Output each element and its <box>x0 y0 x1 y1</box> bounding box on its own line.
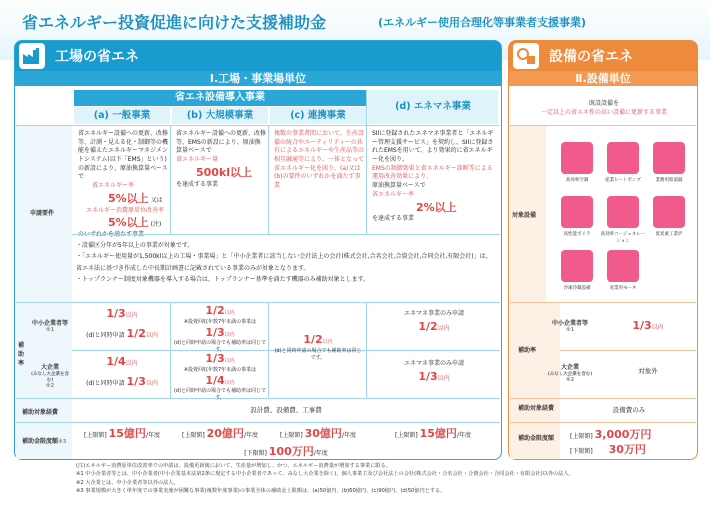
limit-a <box>74 426 170 442</box>
limit-c <box>270 426 366 442</box>
col-b-desc-2: 省エネルギー量 <box>176 156 219 164</box>
group-title: 省エネ設備導入事業 <box>175 92 265 103</box>
right-large-rate: 対象外 <box>638 367 658 375</box>
right-desc <box>512 100 696 117</box>
limit-b <box>172 426 268 442</box>
right-subsidy-label: 補助率 <box>518 347 537 354</box>
large-label-cell <box>30 362 70 389</box>
limit-d-tag: [上限額] <box>395 432 418 439</box>
limit-c-tag: [上限額] <box>280 432 303 439</box>
right-lower-val: 30万円 <box>608 443 646 456</box>
rate-a-sme-1u: 以内 <box>125 312 138 319</box>
sme-note: ※1 <box>45 327 55 333</box>
col-sep-5 <box>268 302 269 398</box>
col-a-desc-2: 省エネルギー率 <box>92 182 135 190</box>
note-3: ・トップランナー制度対象機器を導入する場合は、トップランナー基準を満たす機器のみ補助対象とします。 <box>76 276 370 284</box>
large-note: (みなし大企業を含む) <box>30 372 70 383</box>
rate-a-large-3: 1/3 <box>126 374 146 388</box>
equipment-label-2: 業務用給湯器 <box>655 178 683 183</box>
equipment-item <box>554 250 600 293</box>
col-d-header <box>368 90 498 124</box>
row-sep-3 <box>16 302 500 303</box>
right-sme-rate-unit: 以内 <box>651 324 664 331</box>
right-section-header <box>509 41 697 71</box>
equipment-item <box>600 250 646 293</box>
note-2: ・「エネルギー使用量が1,500kl以上の工場・事業場」と「中小企業者に該当しない会社法上の会社(株式会社,合名会社,合資会社,合同会社,有限会社)」は、省エネ法に基づき作成した中長期計画書に記載されている事業のみが対象となります。 <box>76 253 492 272</box>
col-a-desc-3: 5%以上 <box>108 191 149 205</box>
right-large-note2: ※2 <box>565 377 575 383</box>
col-b-desc-3: 500kl以上 <box>196 165 253 179</box>
right-limit-upper <box>570 427 696 443</box>
rate-d-sme-2: 1/2 <box>418 319 438 333</box>
col-d-desc-6: を達成する事業 <box>372 215 415 223</box>
limit-d <box>368 426 498 442</box>
boiler-icon <box>561 196 593 228</box>
col-sep-2 <box>268 125 269 235</box>
right-desc-1: 既設設備を <box>588 100 619 107</box>
rate-b-large-1u: 以内 <box>224 358 235 364</box>
col-c-label: (c) 連携事業 <box>290 110 346 121</box>
right-desc-2: 一定以上の省エネ性の高い設備に更新する事業 <box>540 108 667 116</box>
limit-a-val: 15億円 <box>108 427 146 440</box>
limit-b-tag: [上限額] <box>182 432 205 439</box>
col-b-desc <box>176 130 266 189</box>
row-sep-5 <box>16 422 500 423</box>
limit-note: ※3 <box>58 439 67 445</box>
rate-d-sme <box>370 310 498 335</box>
left-section-header <box>15 41 501 71</box>
left-section-title: 工場の省エネ <box>55 49 139 65</box>
rate-a-sme-1: 1/3 <box>106 307 126 320</box>
col-d-desc-5: 2%以上 <box>416 200 457 214</box>
limit-d-unit: /年度 <box>456 432 471 439</box>
rate-b-sme-3: 1/3 <box>205 325 225 339</box>
right-sme-cell <box>546 318 594 333</box>
group-header <box>74 90 366 106</box>
rate-a-sme-3: 1/2 <box>126 326 146 340</box>
expense-label: 補助対象経費 <box>22 409 59 416</box>
lower-tag: [下限額] <box>244 450 267 457</box>
footnote-2: ※1 中小企業者等とは、中小企業者(中小企業基本法第2条に規定する中小企業者であって、みなし大企業を除く)、個人事業主及び会社法上の会社(株式会社・合名会社・合資会社・合同会社・有限会社)以外の法人。 <box>76 471 574 478</box>
right-upper-val: 3,000万円 <box>594 428 652 441</box>
col-d-desc-3: 原油換算量ベースで <box>372 182 426 190</box>
col-a-desc-8 <box>78 231 168 240</box>
equipment-label-4: 高効率コージェネレーション <box>600 232 646 244</box>
rate-b-large-3u: 以内 <box>224 379 235 386</box>
rate-a-sme-2: (d)と同時申請 <box>86 331 125 339</box>
col-sep-6 <box>366 302 367 398</box>
lower-val: 100万円 <box>268 445 314 458</box>
equipment-item <box>600 142 646 185</box>
right-expense-label: 補助対象経費 <box>517 405 554 412</box>
rate-c-1u: 以内 <box>322 339 333 345</box>
col-b-label: (b) 大規模事業 <box>186 110 254 121</box>
right-sme-rate-value: 1/3 <box>632 319 652 332</box>
right-large-cell <box>546 362 594 383</box>
rate-d-large-2: 1/3 <box>418 369 438 383</box>
equipment-item <box>646 196 692 239</box>
col-sep-1 <box>170 125 171 235</box>
col-c-desc-2: 省エネルギー化を図り、(a)又は(b)の要件のいずれかを満たす事業 <box>274 164 361 190</box>
right-expense-value: 設備費のみ <box>612 406 646 414</box>
col-sep-3 <box>366 90 367 235</box>
limit-a-unit: /年度 <box>145 432 160 439</box>
water-heater-icon <box>653 142 685 174</box>
equipment-item <box>600 196 646 245</box>
rate-a-large-3u: 以内 <box>145 379 158 387</box>
col-c-desc <box>274 130 364 191</box>
air-conditioner-icon <box>561 142 593 174</box>
rate-b-sme-1u: 以内 <box>224 310 235 316</box>
rate-b-large-2: ※投資回収年数7年未満の事業は <box>183 366 257 373</box>
equipment-label-6: 冷凍冷蔵設備 <box>563 286 591 291</box>
right-band-title: Ⅱ.設備単位 <box>575 72 631 85</box>
rate-b-sme-1: 1/2 <box>205 304 225 317</box>
page-subtitle: (エネルギー使用合理化等事業者支援事業) <box>378 16 587 29</box>
right-limit-label: 補助金限度額 <box>517 435 554 442</box>
rate-d-large-2u: 以内 <box>437 374 450 382</box>
equipment-label-3: 高性能ボイラ <box>563 232 591 237</box>
limit-b-val: 20億円 <box>206 427 244 440</box>
col-sep-4 <box>170 302 171 398</box>
motor-icon <box>607 250 639 282</box>
left-band <box>15 71 501 86</box>
right-section-title: 設備の省エネ <box>549 49 633 65</box>
right-band <box>509 71 697 86</box>
requirement-notes <box>76 240 496 286</box>
right-large-label: 大企業 <box>560 364 579 371</box>
sme-label-cell <box>30 318 70 333</box>
equipment-label-1: 産業ヒートポンプ <box>605 178 641 183</box>
col-a-label: (a) 一般事業 <box>93 110 151 121</box>
equipment-label-5: 低炭素工業炉 <box>655 232 683 237</box>
row-sep-2 <box>72 234 500 235</box>
rate-b-sme-3u: 以内 <box>224 331 235 338</box>
furnace-icon <box>653 196 685 228</box>
page-title: 省エネルギー投資促進に向けた支援補助金 <box>22 13 327 32</box>
col-a-desc-5: エネルギー消費原単位改善率 <box>86 206 165 214</box>
rate-c-1: 1/2 <box>303 333 323 346</box>
right-large-note: (みなし大企業を含む) <box>547 372 593 377</box>
limit-label-text: 補助金限度額 <box>22 438 59 445</box>
col-a-desc <box>78 130 168 240</box>
col-d-desc-2: EMSの制御効果と省エネルギー診断等による運用改善効果により、 <box>372 164 493 181</box>
cogeneration-icon <box>607 196 639 228</box>
rate-a-sme-3u: 以内 <box>145 331 158 339</box>
footnote-1: (注)エネルギー消費原単位改善率での申請は、設備更新後において、生産量が増加し、かつ、エネルギー消費量が増加する事業に限る。 <box>76 463 391 469</box>
target-label: 対象設備 <box>512 212 537 219</box>
rate-a-sme <box>74 306 170 342</box>
rate-a-large-2: (d)と同時申請 <box>86 379 125 387</box>
col-a-desc-7: (注) <box>150 221 162 229</box>
rate-b-sme-4: (d)と同時申請の場合でも補助率は同じです。 <box>173 340 267 354</box>
rate-c-2: (d)と同時申請の場合でも補助率は同じです。 <box>274 347 362 362</box>
right-lower-tag: [下限額] <box>570 448 593 455</box>
rate-d-large <box>370 360 498 385</box>
right-limit-lower <box>570 442 696 458</box>
rate-a-large-1u: 以内 <box>125 360 138 367</box>
heat-pump-icon <box>607 142 639 174</box>
rate-a-large-1: 1/4 <box>106 355 126 368</box>
rate-d-large-1: エネマネ事業のみ申請 <box>403 360 464 367</box>
limit-c-unit: /年度 <box>341 432 356 439</box>
factory-icon <box>19 43 45 69</box>
col-a-desc-6: 5%以上 <box>108 216 149 230</box>
rate-b-sme-2: ※投資回収年数7年未満の事業は <box>183 318 257 325</box>
col-a-header <box>74 107 170 124</box>
lower-unit: /年度 <box>313 450 328 457</box>
limit-a-tag: [上限額] <box>84 432 107 439</box>
equipment-icon <box>513 43 539 69</box>
large-label: 大企業 <box>40 364 59 371</box>
col-a-desc-4: 又は <box>150 196 163 204</box>
expense-value: 設計費、設備費、工事費 <box>250 406 322 414</box>
col-d-desc <box>372 130 496 224</box>
col-c-desc-1: 複数の事業者間において、生産設備の統合やユーティリティーの共有によるエネルギーや生産品等の相互融通等により、一体となって <box>274 130 365 164</box>
col-d-label: (d) エネマネ事業 <box>395 101 471 112</box>
col-b-header <box>172 107 268 124</box>
equipment-label-7: 産業用モータ <box>609 286 637 291</box>
footnote-3: ※2 大企業とは、中小企業者等以外の法人。 <box>76 479 179 486</box>
col-d-desc-1: SIIに登録されたエネマネ事業者と「エネルギー管理支援サービス」を契約し、SIIに登録されたEMSを用いて、より効果的に省エネルギー化を図り、 <box>372 130 494 164</box>
col-b-desc-4: を達成する事業 <box>176 180 219 188</box>
equipment-label-0: 高効率空調 <box>565 178 589 183</box>
footnotes <box>76 462 696 495</box>
col-d-desc-4: 省エネルギー率 <box>372 190 415 198</box>
limit-lower <box>74 444 498 460</box>
rate-b-large-4: (d)と同時申請の場合でも補助率は同じです。 <box>173 388 267 402</box>
footnote-4: ※3 事業規模が大きく単年度での事業実施が困難な事業(複数年度事業)の事業全体の補助金上限額は、(a)50億円、(b)60億円、(c)90億円、(d)50億円とする。 <box>76 487 446 494</box>
right-sep-mid <box>560 350 696 351</box>
rate-b-large <box>172 352 268 402</box>
col-a-desc-1: 省エネルギー設備への更新、改修等、計測・見える化・制御等の機能を備えたエネルギーマネジメントシステム(以下「EMS」という)の新設により、原油換算量ベースで <box>78 130 169 181</box>
note-1: ・設備区分年が5年以上の事業が対象です。 <box>76 242 194 249</box>
sme-label: 中小企業者等 <box>31 320 68 327</box>
limit-d-val: 15億円 <box>419 427 457 440</box>
left-band-title: Ⅰ.工場・事業場単位 <box>209 72 307 85</box>
rate-d-sme-1: エネマネ事業のみ申請 <box>403 310 464 317</box>
col-c-header <box>270 107 366 124</box>
rate-b-large-3: 1/4 <box>205 373 225 387</box>
req-label: 申請要件 <box>30 210 55 217</box>
col-b-desc-1: 省エネルギー設備への更新、改修等、EMSの新設により、原油換算量ベースで <box>176 130 267 155</box>
limit-label <box>22 436 66 445</box>
right-sme-rate <box>600 318 696 334</box>
limit-b-unit: /年度 <box>243 432 258 439</box>
rate-d-sme-2u: 以内 <box>437 324 450 332</box>
large-note2: ※2 <box>45 383 55 389</box>
equipment-item <box>646 142 692 185</box>
rate-b-large-1: 1/3 <box>205 352 225 365</box>
equipment-item <box>554 142 600 185</box>
equipment-item <box>554 196 600 239</box>
right-upper-tag: [上限額] <box>570 433 593 440</box>
right-sme-note: ※1 <box>565 327 575 333</box>
refrigerator-icon <box>561 250 593 282</box>
rate-b-sme <box>172 304 268 354</box>
limit-c-val: 30億円 <box>304 427 342 440</box>
rate-c <box>272 332 364 362</box>
right-sme-label: 中小企業者等 <box>551 320 588 327</box>
subsidy-label: 補助率 <box>18 342 25 367</box>
rate-a-large <box>74 354 170 390</box>
row-sep-1 <box>16 125 500 126</box>
